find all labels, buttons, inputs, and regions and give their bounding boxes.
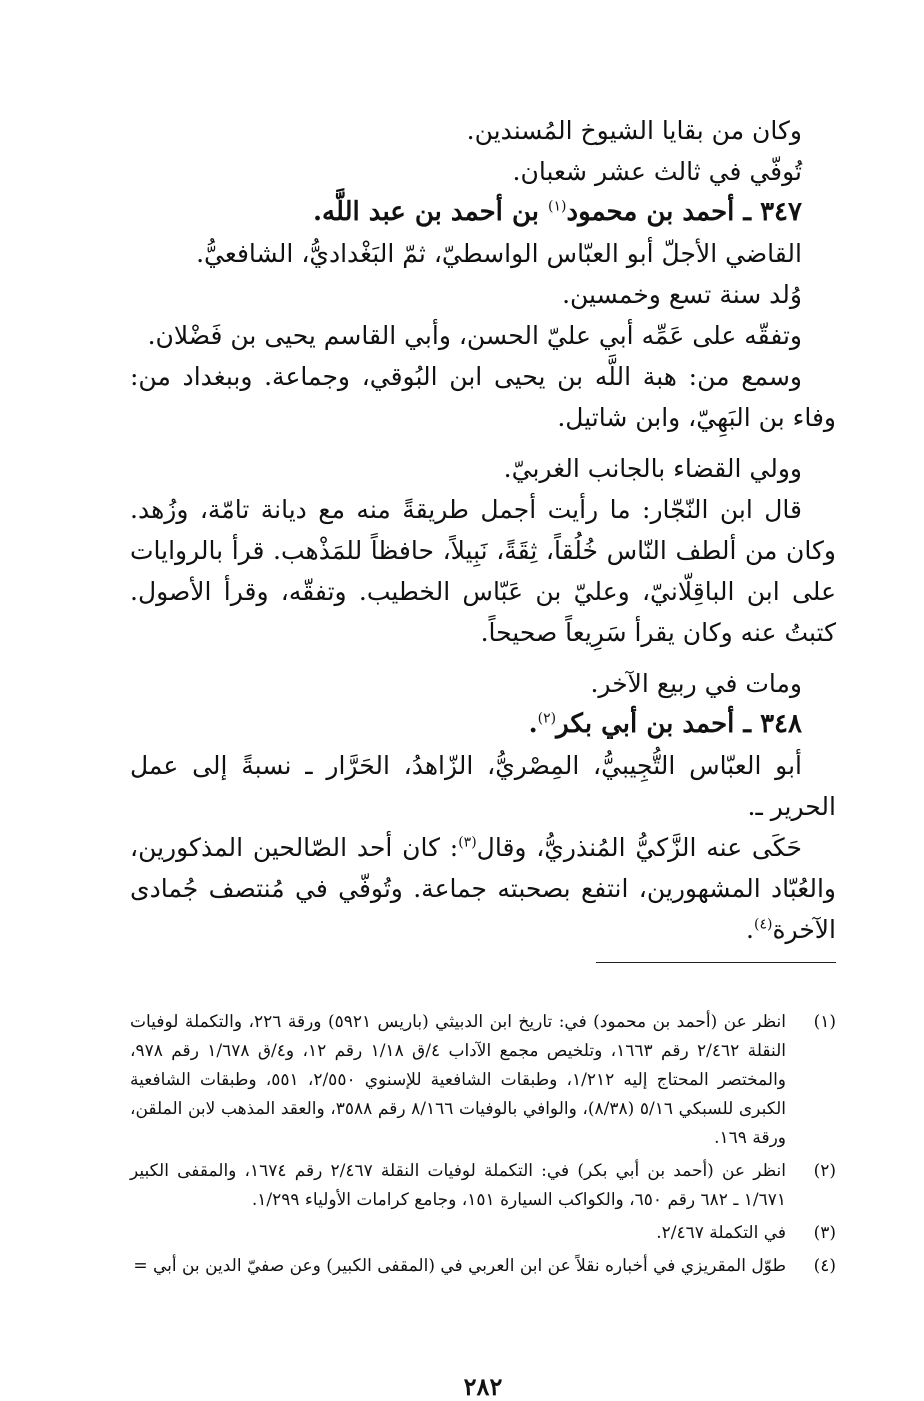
paragraph-1: وكان من بقايا الشيوخ المُسندين. xyxy=(466,116,802,145)
paragraph-11 xyxy=(130,827,836,950)
footnote xyxy=(130,1252,836,1281)
footnote-number: (١) xyxy=(813,1012,836,1032)
paragraph-2: تُوفّي في ثالث عشر شعبان. xyxy=(512,157,802,186)
paragraph-5: وتفقّه على عَمِّه أبي عليّ الحسن، وأبي القاسم يحيى بن فَضْلان. xyxy=(147,321,802,350)
footnote-text: انظر عن (أحمد بن محمود) في: تاريخ ابن الدبيثي (باريس ٥٩٢١) ورقة ٢٢٦، والتكملة لوفيات النقلة ٢/٤٦٢ رقم ١٦٦٣، وتلخيص مجمع الآداب ٤/ق ١/١٨ رقم ١٢، و٤/ق ١/٦٧٨ رقم ٩٧٨، والمختصر المحتاج إليه ١/٢١٢، وطبقات الشافعية للإسنوي ٢/٥٥٠، ٥٥١، وطبقات الشافعية الكبرى للسبكي ٥/١٦ (٨/٣٨)، والوافي بالوفيات ٨/١٦٦ رقم ٣٥٨٨، والعقد المذهب لابن الملقن، ورقة ١٦٩. xyxy=(130,1012,786,1148)
footnote-ref-2: (٢) xyxy=(537,710,557,727)
footnote-ref-3: (٣) xyxy=(458,834,477,851)
paragraph-11-middle: : كان أحد الصّالحين المذكورين، والعُبّاد المشهورين، انتفع بصحبته جماعة. وتُوفّي في مُنتصف جُمادى الآخرة xyxy=(130,833,836,944)
spacer xyxy=(130,438,836,448)
page-number: ٢٨٢ xyxy=(463,1372,503,1401)
footnote-number: (٢) xyxy=(813,1161,836,1181)
footnote xyxy=(130,1157,836,1215)
paragraph-7: وولي القضاء بالجانب الغربيّ. xyxy=(503,454,802,483)
paragraph-4: وُلد سنة تسع وخمسين. xyxy=(562,280,802,309)
footnote-divider xyxy=(596,962,836,963)
entry-347-title: ٣٤٧ ـ أحمد بن محمود xyxy=(566,197,802,227)
paragraph-3: القاضي الأجلّ أبو العبّاس الواسطيّ، ثمّ البَغْداديُّ، الشافعيُّ. xyxy=(196,239,802,268)
paragraph-9: ومات في ربيع الآخر. xyxy=(590,669,802,698)
footnote-text: طوّل المقريزي في أخباره نقلاً عن ابن العربي في (المقفى الكبير) وعن صفيّ الدين بن أبي = xyxy=(133,1256,786,1276)
footnote-text: انظر عن (أحمد بن أبي بكر) في: التكملة لوفيات النقلة ٢/٤٦٧ رقم ١٦٧٤، والمقفى الكبير ١/٦٧١ ـ ٦٨٢ رقم ٦٥٠، والكواكب السيارة ١٥١، وجامع كرامات الأولياء ١/٢٩٩. xyxy=(130,1161,786,1210)
paragraph-8: قال ابن النّجّار: ما رأيت أجمل طريقةً منه مع ديانة تامّة، وزُهد. وكان من ألطف النّاس خُلُقاً، ثِقَةً، نَبِيلاً، حافظاً للمَذْهب. قرأ بالروايات على ابن الباقِلّانيّ، وعليّ بن عَبّاس الخطيب. وتفقّه، وقرأ الأصول. كتبتُ عنه وكان يقرأ سَرِيعاً صحيحاً. xyxy=(130,495,836,647)
entry-348-title: ٣٤٨ ـ أحمد بن أبي بكر xyxy=(556,709,802,739)
footnote-ref-4: (٤) xyxy=(753,916,773,933)
main-text xyxy=(130,110,836,950)
footnote-number: (٤) xyxy=(813,1256,836,1276)
entry-347-heading xyxy=(130,192,836,233)
entry-348-title-rest: . xyxy=(528,709,538,739)
footnotes xyxy=(130,1008,836,1285)
entry-347-title-rest: بن أحمد بن عبد اللَّه. xyxy=(313,197,549,227)
footnote-number: (٣) xyxy=(813,1223,836,1243)
footnote xyxy=(130,1008,836,1153)
paragraph-6: وسمع من: هبة اللَّه بن يحيى ابن البُوقي، وجماعة. وببغداد من: وفاء بن البَهِيّ، وابن شاتيل. xyxy=(130,362,836,432)
footnote-ref-1: (١) xyxy=(548,198,567,215)
entry-348-heading xyxy=(130,704,836,745)
paragraph-11-end: . xyxy=(746,915,754,944)
footnote xyxy=(130,1219,836,1248)
paragraph-10: أبو العبّاس التُّجِيبيُّ، المِصْريُّ، الزّاهدُ، الحَرَّار ـ نسبةً إلى عمل الحرير ـ. xyxy=(130,751,836,821)
paragraph-11-start: حَكَى عنه الزَّكيُّ المُنذريُّ، وقال xyxy=(476,833,802,862)
book-page xyxy=(130,110,836,1401)
footnote-text: في التكملة ٢/٤٦٧. xyxy=(656,1223,786,1243)
spacer xyxy=(130,653,836,663)
